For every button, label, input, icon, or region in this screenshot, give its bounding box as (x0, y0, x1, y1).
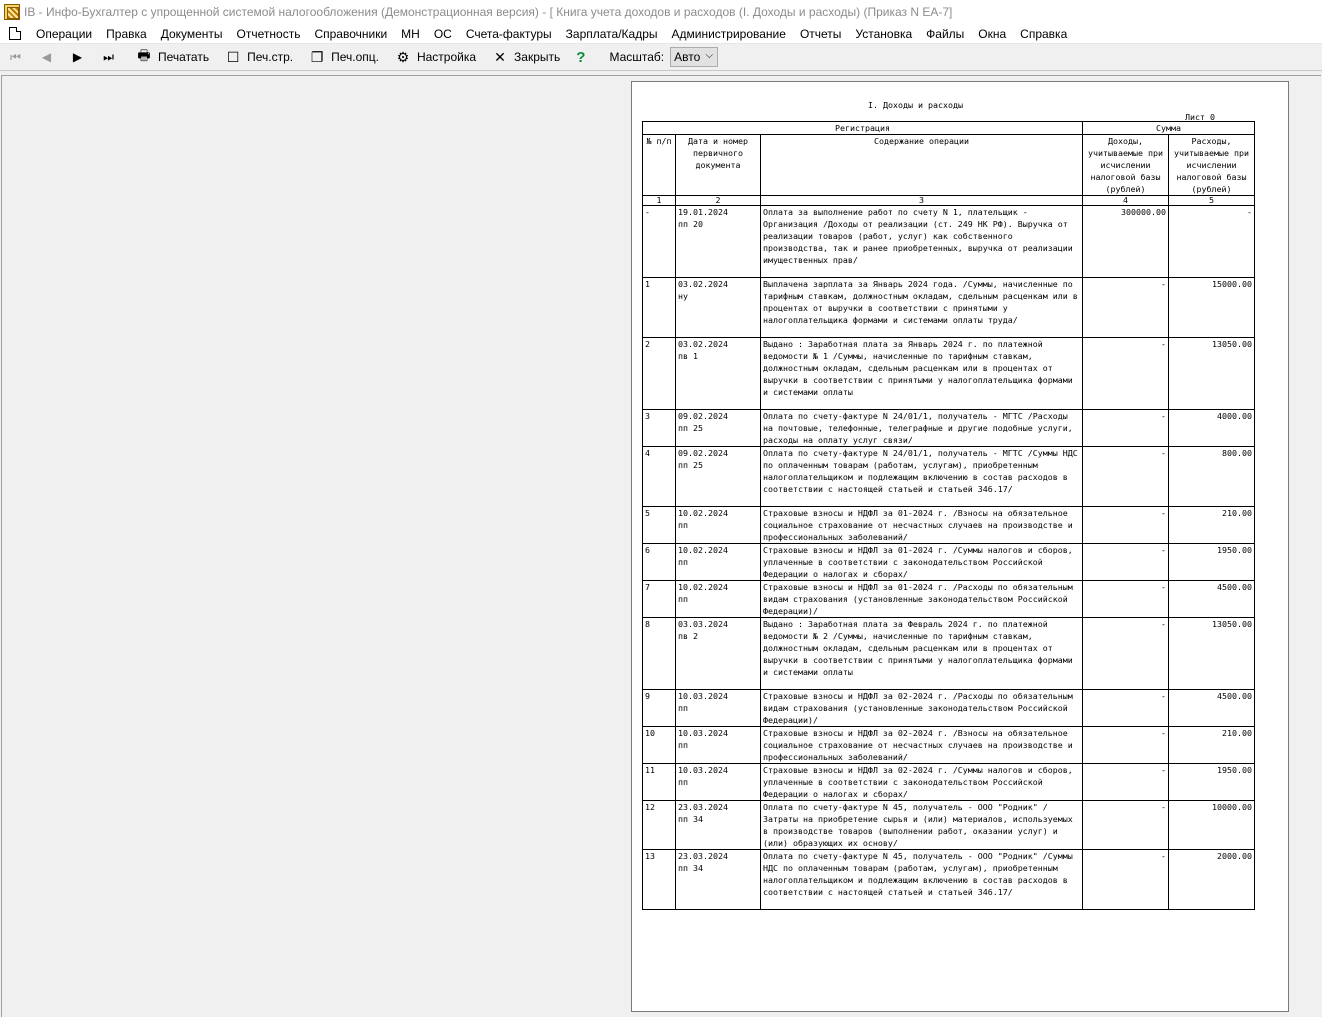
menu-reports[interactable]: Отчеты (799, 26, 842, 41)
document-icon[interactable] (9, 27, 21, 40)
row-expense: 1950.00 (1169, 764, 1255, 801)
row-content: Страховые взносы и НДФЛ за 01-2024 г. /Взносы на обязательное социальное страхование от несчастных случаев на производстве и профессиональных заболеваний/ (761, 507, 1083, 544)
menu-operations[interactable]: Операции (36, 26, 93, 41)
table-row (643, 447, 1255, 507)
header-date-doc: Дата и номер первичного документа (676, 135, 761, 196)
col-number: 2 (676, 196, 761, 206)
row-date: 23.03.2024 (678, 851, 728, 861)
row-num: 10 (643, 727, 676, 764)
row-date-doc (676, 801, 761, 850)
menu-documents[interactable]: Документы (160, 26, 223, 41)
col-number: 4 (1083, 196, 1169, 206)
row-content: Страховые взносы и НДФЛ за 02-2024 г. /Суммы налогов и сборов, уплаченные в соответствии с законодательством Российской Федерации о налогах и сборах/ (761, 764, 1083, 801)
last-page-icon[interactable]: ⏭ (103, 49, 114, 64)
row-date-doc (676, 206, 761, 278)
print-options-label: Печ.опц. (331, 50, 379, 64)
row-num: 2 (643, 338, 676, 410)
row-date-doc (676, 690, 761, 727)
row-content: Оплата по счету-фактуре N 45, получатель - ООО "Родник" /Затраты на приобретение сырья и (или) материалов, используемых в производстве товаров (выполнении работ, оказании услуг) и (или) образующих их основу/ (761, 801, 1083, 850)
row-expense: 800.00 (1169, 447, 1255, 507)
col-number: 5 (1169, 196, 1255, 206)
row-doc: пв 2 (678, 631, 698, 641)
menu-help[interactable]: Справка (1020, 26, 1068, 41)
row-date-doc (676, 618, 761, 690)
row-content: Страховые взносы и НДФЛ за 01-2024 г. /Расходы по обязательным видам страхования (установленные законодательством Российской Федерации)/ (761, 581, 1083, 618)
row-num: 8 (643, 618, 676, 690)
header-content: Содержание операции (761, 135, 1083, 196)
settings-icon: ⚙ (396, 48, 410, 65)
menu-files[interactable]: Файлы (926, 26, 965, 41)
row-income: - (1083, 581, 1169, 618)
first-page-icon[interactable]: ⏮ (10, 49, 21, 64)
scale-label: Масштаб: (609, 50, 665, 64)
row-doc: пп (678, 740, 688, 750)
row-expense: 4500.00 (1169, 690, 1255, 727)
prev-page-icon[interactable]: ◀ (41, 50, 52, 64)
row-num: 12 (643, 801, 676, 850)
row-doc: пп 25 (678, 423, 703, 433)
row-num: 9 (643, 690, 676, 727)
row-expense: 210.00 (1169, 727, 1255, 764)
row-num: 1 (643, 278, 676, 338)
row-doc: пп 34 (678, 814, 703, 824)
row-date-doc (676, 410, 761, 447)
row-content: Выдано : Заработная плата за Февраль 2024 г. по платежной ведомости № 2 /Суммы, начисленные по тарифным ставкам, должностным окладам, сдельным расценкам или в процентах от выручки в соответствии с принятыми у налогоплательщика формами и системами оплаты (761, 618, 1083, 690)
row-expense: 13050.00 (1169, 618, 1255, 690)
row-doc: ну (678, 291, 688, 301)
row-num: 7 (643, 581, 676, 618)
print-button[interactable] (128, 45, 217, 69)
row-income: - (1083, 690, 1169, 727)
window-title: IB - Инфо-Бухгалтер с упрощенной системой налогообложения (Демонстрационная версия) - [ Книга учета доходов и расходов (I. Доходы и расходы) (Приказ N ЕА-7] (24, 5, 953, 19)
row-income: - (1083, 850, 1169, 910)
row-num: - (643, 206, 676, 278)
close-label: Закрыть (514, 50, 561, 64)
close-icon: ✕ (494, 48, 506, 65)
row-income: - (1083, 618, 1169, 690)
row-content: Оплата за выполнение работ по счету N 1, плательщик - Организация /Доходы от реализации (ст. 249 НК РФ). Выручка от реализации товаров (работ, услуг) как собственного производства, так и ранее приобретенных, выручка от реализации имущественных прав/ (761, 206, 1083, 278)
row-date: 03.02.2024 (678, 279, 728, 289)
printer-icon: 🖶 (137, 47, 151, 63)
row-num: 3 (643, 410, 676, 447)
print-page-button[interactable] (217, 45, 301, 69)
row-date-doc (676, 544, 761, 581)
header-income: Доходы, учитываемые при исчислении налоговой базы (рублей) (1083, 135, 1169, 196)
table-row (643, 338, 1255, 410)
row-num: 5 (643, 507, 676, 544)
row-doc: пп (678, 777, 688, 787)
row-expense: 13050.00 (1169, 338, 1255, 410)
row-date-doc (676, 278, 761, 338)
menu-bar (0, 24, 1322, 44)
menu-edit[interactable]: Правка (106, 26, 147, 41)
table-row (643, 544, 1255, 581)
table-row (643, 618, 1255, 690)
toolbar (0, 44, 1322, 71)
col-number: 3 (761, 196, 1083, 206)
row-date-doc (676, 727, 761, 764)
page-icon: ☐ (226, 48, 240, 65)
row-doc: пп (678, 594, 688, 604)
print-label: Печатать (158, 50, 210, 64)
row-doc: пп (678, 520, 688, 530)
menu-os[interactable]: ОС (433, 26, 452, 41)
table-row (643, 278, 1255, 338)
row-date-doc (676, 850, 761, 910)
row-date-doc (676, 507, 761, 544)
pages-icon: ❐ (310, 48, 324, 65)
ledger-table (642, 121, 1255, 910)
row-expense: 2000.00 (1169, 850, 1255, 910)
col-number: 1 (643, 196, 676, 206)
row-doc: пп 34 (678, 863, 703, 873)
row-date: 10.03.2024 (678, 728, 728, 738)
row-num: 4 (643, 447, 676, 507)
table-row (643, 206, 1255, 278)
row-income: - (1083, 764, 1169, 801)
row-date-doc (676, 581, 761, 618)
row-doc: пп (678, 703, 688, 713)
ledger-body (643, 206, 1255, 910)
row-income: - (1083, 447, 1169, 507)
row-doc: пп 25 (678, 460, 703, 470)
row-expense: 1950.00 (1169, 544, 1255, 581)
row-content: Выдано : Заработная плата за Январь 2024 г. по платежной ведомости № 1 /Суммы, начисленные по тарифным ставкам, должностным окладам, сдельным расценкам или в процентах от выручки в соответствии с принятыми у налогоплательщика формами и системами оплаты (761, 338, 1083, 410)
row-income: - (1083, 410, 1169, 447)
table-row (643, 850, 1255, 910)
row-date: 23.03.2024 (678, 802, 728, 812)
table-row (643, 690, 1255, 727)
close-button[interactable] (484, 45, 568, 69)
row-date: 10.02.2024 (678, 582, 728, 592)
row-date: 09.02.2024 (678, 448, 728, 458)
chevron-down-icon: ⌵ (705, 50, 714, 61)
row-income: - (1083, 544, 1169, 581)
row-date-doc (676, 338, 761, 410)
table-row (643, 507, 1255, 544)
row-content: Страховые взносы и НДФЛ за 02-2024 г. /Взносы на обязательное социальное страхование от несчастных случаев на производстве и профессиональных заболеваний/ (761, 727, 1083, 764)
print-options-button[interactable] (301, 45, 387, 69)
menu-administration[interactable]: Администрирование (671, 26, 786, 41)
table-row (643, 727, 1255, 764)
row-expense: 15000.00 (1169, 278, 1255, 338)
help-button[interactable] (568, 45, 593, 69)
row-content: Страховые взносы и НДФЛ за 02-2024 г. /Расходы по обязательным видам страхования (установленные законодательством Российской Федерации)/ (761, 690, 1083, 727)
row-content: Выплачена зарплата за Январь 2024 года. /Суммы, начисленные по тарифным ставкам, должностным окладам, сдельным расценкам или в процентах от выручки в соответствии с принятыми у налогоплательщика формами и системами оплаты труда/ (761, 278, 1083, 338)
menu-windows[interactable]: Окна (978, 26, 1007, 41)
next-page-icon[interactable]: ▶ (72, 50, 83, 64)
row-date: 03.03.2024 (678, 619, 728, 629)
row-date-doc (676, 447, 761, 507)
row-num: 11 (643, 764, 676, 801)
row-date: 19.01.2024 (678, 207, 728, 217)
report-title: I. Доходы и расходы (868, 100, 963, 110)
menu-invoices[interactable]: Счета-фактуры (465, 26, 552, 41)
app-logo-icon (4, 4, 20, 20)
row-expense: 4500.00 (1169, 581, 1255, 618)
row-date: 09.02.2024 (678, 411, 728, 421)
row-expense: 10000.00 (1169, 801, 1255, 850)
scale-value: Авто (674, 50, 701, 64)
row-date: 10.02.2024 (678, 545, 728, 555)
row-date: 10.02.2024 (678, 508, 728, 518)
header-num: № п/п (643, 135, 676, 196)
row-doc: пп (678, 557, 688, 567)
settings-button[interactable] (387, 45, 484, 69)
row-content: Оплата по счету-фактуре N 24/01/1, получатель - МГТС /Расходы на почтовые, телефонные, телеграфные и другие подобные услуги, расходы на оплату услуг связи/ (761, 410, 1083, 447)
row-income: - (1083, 727, 1169, 764)
menu-reporting[interactable]: Отчетность (236, 26, 301, 41)
row-income: - (1083, 278, 1169, 338)
menu-payroll[interactable]: Зарплата/Кадры (565, 26, 658, 41)
header-expense: Расходы, учитываемые при исчислении налоговой базы (рублей) (1169, 135, 1255, 196)
row-income: - (1083, 338, 1169, 410)
row-date: 03.02.2024 (678, 339, 728, 349)
title-bar (0, 0, 1322, 24)
table-row (643, 581, 1255, 618)
row-date: 10.03.2024 (678, 765, 728, 775)
row-expense: - (1169, 206, 1255, 278)
row-date: 10.03.2024 (678, 691, 728, 701)
table-row (643, 410, 1255, 447)
menu-setup[interactable]: Установка (855, 26, 913, 41)
row-income: - (1083, 507, 1169, 544)
row-expense: 210.00 (1169, 507, 1255, 544)
row-date-doc (676, 764, 761, 801)
row-doc: пп 20 (678, 219, 703, 229)
table-row (643, 801, 1255, 850)
menu-mn[interactable]: МН (401, 26, 420, 41)
row-income: - (1083, 801, 1169, 850)
sheet-number: Лист 0 (1185, 112, 1215, 122)
row-income: 300000.00 (1083, 206, 1169, 278)
row-num: 13 (643, 850, 676, 910)
print-page-label: Печ.стр. (247, 50, 294, 64)
row-content: Оплата по счету-фактуре N 45, получатель - ООО "Родник" /Суммы НДС по оплаченным товарам (работам, услугам), приобретенным налогоплательщиком и подлежащим включению в состав расходов в соответствии с настоящей статьей и статьей 346.17/ (761, 850, 1083, 910)
row-content: Оплата по счету-фактуре N 24/01/1, получатель - МГТС /Суммы НДС по оплаченным товарам (работам, услугам), приобретенным налогоплательщиком и подлежащим включению в состав расходов в соответствии с настоящей статьей и статьей 346.17/ (761, 447, 1083, 507)
report-page (631, 81, 1289, 1012)
row-doc: пв 1 (678, 351, 698, 361)
row-num: 6 (643, 544, 676, 581)
row-expense: 4000.00 (1169, 410, 1255, 447)
header-registration: Регистрация (643, 122, 1083, 135)
help-icon: ? (576, 48, 586, 66)
scale-select[interactable] (670, 47, 718, 67)
table-row (643, 764, 1255, 801)
settings-label: Настройка (416, 50, 477, 64)
header-sum: Сумма (1083, 122, 1255, 135)
menu-references[interactable]: Справочники (314, 26, 388, 41)
row-content: Страховые взносы и НДФЛ за 01-2024 г. /Суммы налогов и сборов, уплаченные в соответствии с законодательством Российской Федерации о налогах и сборах/ (761, 544, 1083, 581)
